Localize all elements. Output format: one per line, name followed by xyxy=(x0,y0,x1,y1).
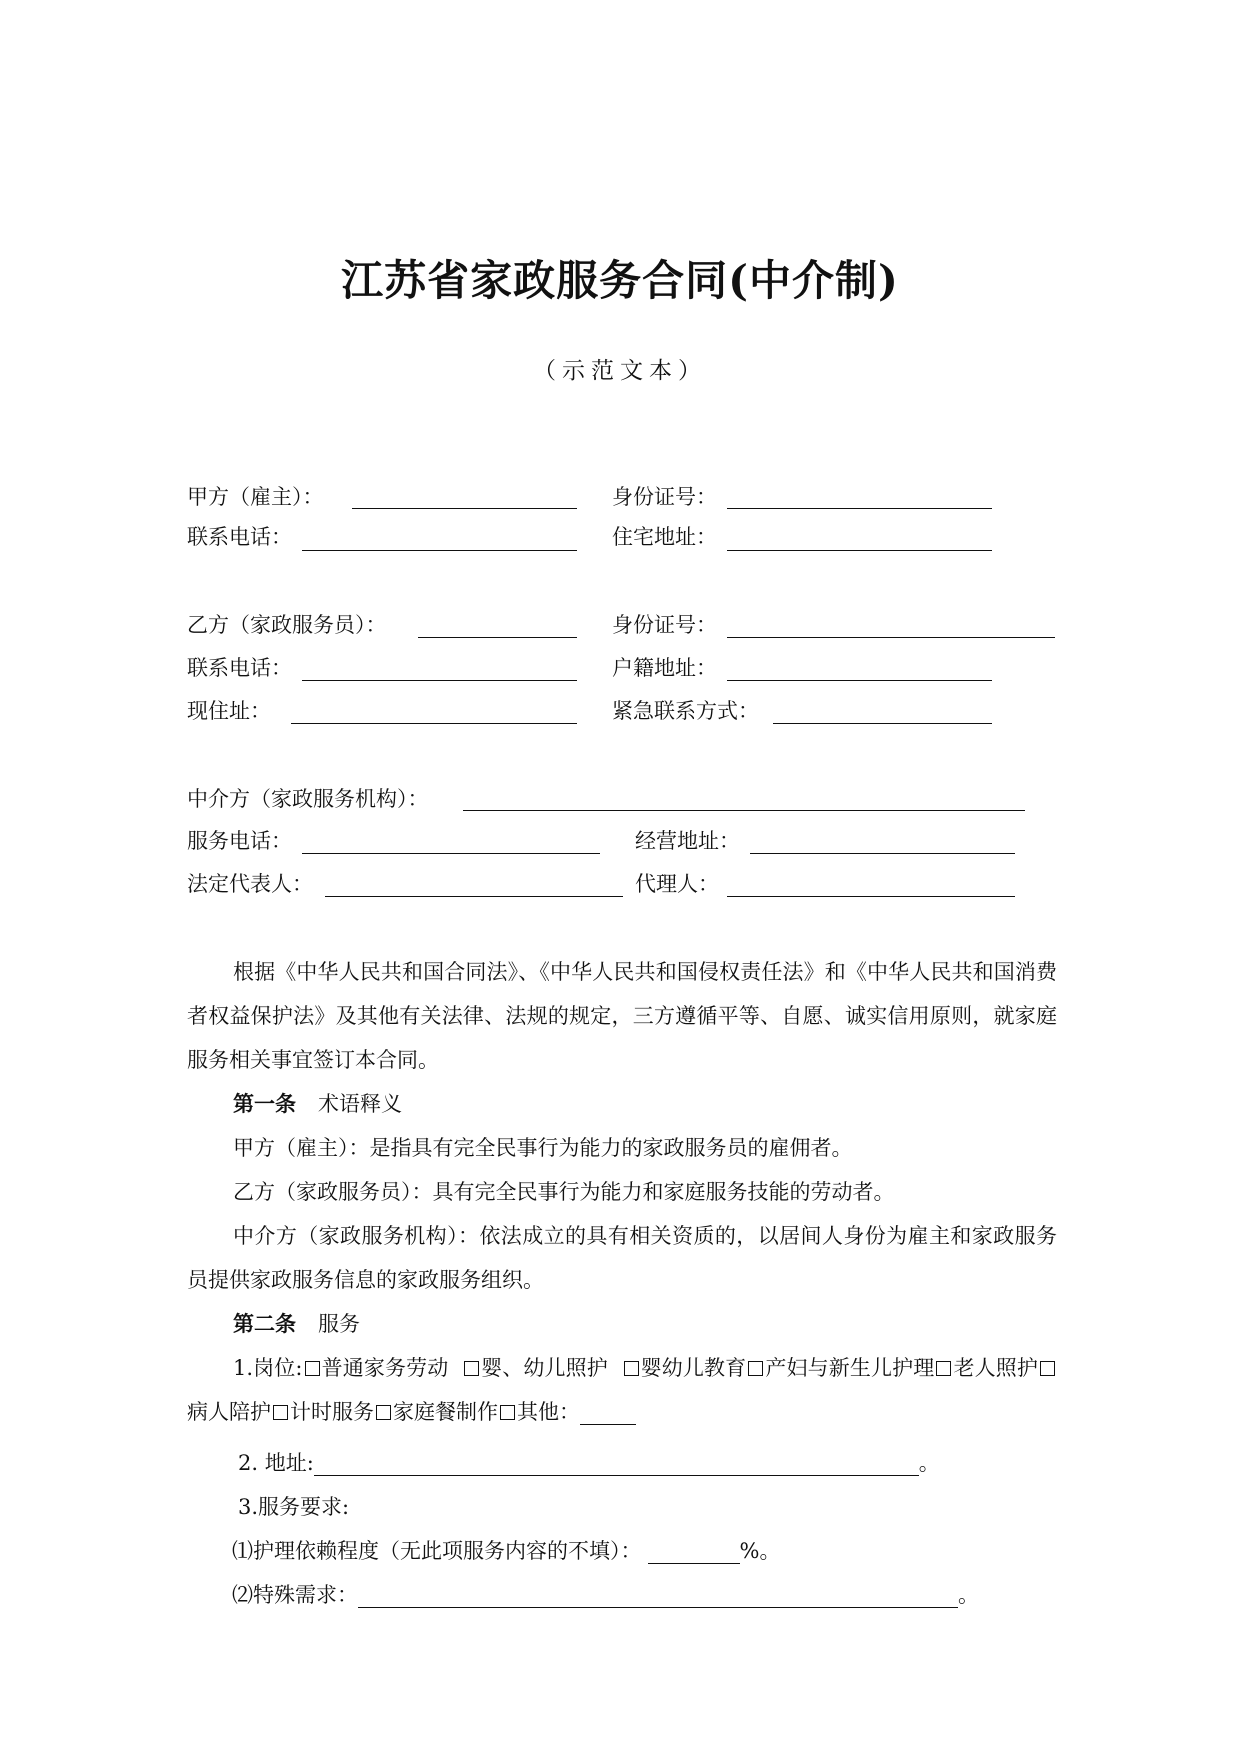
party-a-address-label: 住宅地址： xyxy=(612,525,717,549)
option-patient-care: 病人陪护 xyxy=(187,1400,271,1424)
option-infant-education: 婴幼儿教育 xyxy=(640,1356,747,1380)
service-address-label: 2. 地址: xyxy=(238,1451,314,1475)
service-address-row xyxy=(238,1448,940,1478)
party-b-id-label: 身份证号： xyxy=(612,613,717,637)
article-2-title: 服务 xyxy=(318,1312,360,1336)
agency-business-address-field[interactable] xyxy=(750,853,1015,854)
special-needs-period: 。 xyxy=(958,1583,979,1607)
checkbox-housework[interactable] xyxy=(305,1361,320,1376)
agency-business-address-label: 经营地址： xyxy=(635,829,740,853)
service-address-field[interactable] xyxy=(314,1453,919,1476)
dependency-row xyxy=(232,1536,780,1566)
party-a-id-label: 身份证号： xyxy=(612,485,717,509)
checkbox-hourly-service[interactable] xyxy=(273,1405,288,1420)
document-subtitle: （示范文本） xyxy=(533,358,707,384)
special-needs-label: ⑵特殊需求： xyxy=(232,1583,358,1607)
checkbox-infant-education[interactable] xyxy=(624,1361,639,1376)
party-b-current-address-field[interactable] xyxy=(291,723,577,724)
article-2-heading: 第二条 xyxy=(233,1311,296,1336)
party-a-phone-field[interactable] xyxy=(302,550,577,551)
dependency-percent-field[interactable] xyxy=(648,1541,740,1564)
checkbox-other[interactable] xyxy=(500,1405,515,1420)
party-b-name-field[interactable] xyxy=(418,637,577,638)
checkbox-patient-care[interactable] xyxy=(1040,1361,1055,1376)
agency-legal-rep-field[interactable] xyxy=(325,896,623,897)
article-1-def-b: 乙方（家政服务员）：具有完全民事行为能力和家庭服务技能的劳动者。 xyxy=(233,1180,895,1204)
checkbox-infant-care[interactable] xyxy=(464,1361,479,1376)
option-maternity-care: 产妇与新生儿护理 xyxy=(765,1356,935,1380)
party-a-name-field[interactable] xyxy=(352,508,577,509)
party-a-address-field[interactable] xyxy=(727,550,992,551)
party-b-current-address-label: 现住址： xyxy=(187,699,271,723)
agency-phone-field[interactable] xyxy=(302,853,600,854)
checkbox-elderly-care[interactable] xyxy=(936,1361,951,1376)
party-a-id-field[interactable] xyxy=(727,508,992,509)
party-a-phone-label: 联系电话： xyxy=(187,525,292,549)
article-1-def-a: 甲方（雇主）：是指具有完全民事行为能力的家政服务员的雇佣者。 xyxy=(233,1136,853,1160)
option-housework: 普通家务劳动 xyxy=(321,1356,449,1380)
option-other: 其他： xyxy=(517,1400,580,1424)
option-elderly-care: 老人照护 xyxy=(953,1356,1039,1380)
option-home-cooking: 家庭餐制作 xyxy=(393,1400,498,1424)
party-b-phone-label: 联系电话： xyxy=(187,656,292,680)
checkbox-maternity-care[interactable] xyxy=(748,1361,763,1376)
option-infant-care: 婴、幼儿照护 xyxy=(481,1356,608,1380)
agency-phone-label: 服务电话： xyxy=(187,829,292,853)
party-b-emergency-label: 紧急联系方式： xyxy=(612,699,759,723)
option-hourly-service: 计时服务 xyxy=(290,1400,374,1424)
party-b-label: 乙方（家政服务员）： xyxy=(187,613,387,637)
agency-agent-field[interactable] xyxy=(727,896,1015,897)
other-field[interactable] xyxy=(580,1402,636,1425)
article-1-heading-line xyxy=(187,1082,1057,1126)
position-label: 1.岗位: xyxy=(233,1356,303,1380)
service-requirements-label: 3.服务要求: xyxy=(238,1495,350,1519)
article-2-heading-line xyxy=(187,1302,1057,1346)
dependency-suffix: %。 xyxy=(739,1539,781,1563)
preamble-paragraph: 根据《中华人民共和国合同法》、《中华人民共和国侵权责任法》和《中华人民共和国消费者权益保护法》及其他有关法律、法规的规定，三方遵循平等、自愿、诚实信用原则，就家庭服务相关事宜签订本合同。 xyxy=(187,960,1057,1072)
party-b-emergency-field[interactable] xyxy=(773,723,992,724)
party-b-household-label: 户籍地址： xyxy=(612,656,717,680)
article-1-heading: 第一条 xyxy=(233,1091,296,1116)
party-a-label: 甲方（雇主）： xyxy=(187,485,324,509)
document-title: 江苏省家政服务合同(中介制) xyxy=(341,256,899,305)
checkbox-home-cooking[interactable] xyxy=(376,1405,391,1420)
service-address-period: 。 xyxy=(918,1451,940,1475)
agency-agent-label: 代理人： xyxy=(635,872,719,896)
dependency-label: ⑴护理依赖程度（无此项服务内容的不填）： xyxy=(232,1539,642,1563)
article-1-def-agency: 中介方（家政服务机构）：依法成立的具有相关资质的，以居间人身份为雇主和家政服务员提供家政服务信息的家政服务组织。 xyxy=(187,1224,1057,1292)
agency-label: 中介方（家政服务机构）： xyxy=(187,787,429,811)
article-1-title: 术语释义 xyxy=(318,1092,402,1116)
party-b-household-field[interactable] xyxy=(727,680,992,681)
special-needs-field[interactable] xyxy=(358,1585,958,1608)
party-b-phone-field[interactable] xyxy=(302,680,577,681)
agency-legal-rep-label: 法定代表人： xyxy=(187,872,313,896)
special-needs-row xyxy=(232,1580,979,1610)
party-b-id-field[interactable] xyxy=(727,637,1055,638)
agency-name-field[interactable] xyxy=(463,810,1025,811)
position-options xyxy=(187,1346,1057,1434)
